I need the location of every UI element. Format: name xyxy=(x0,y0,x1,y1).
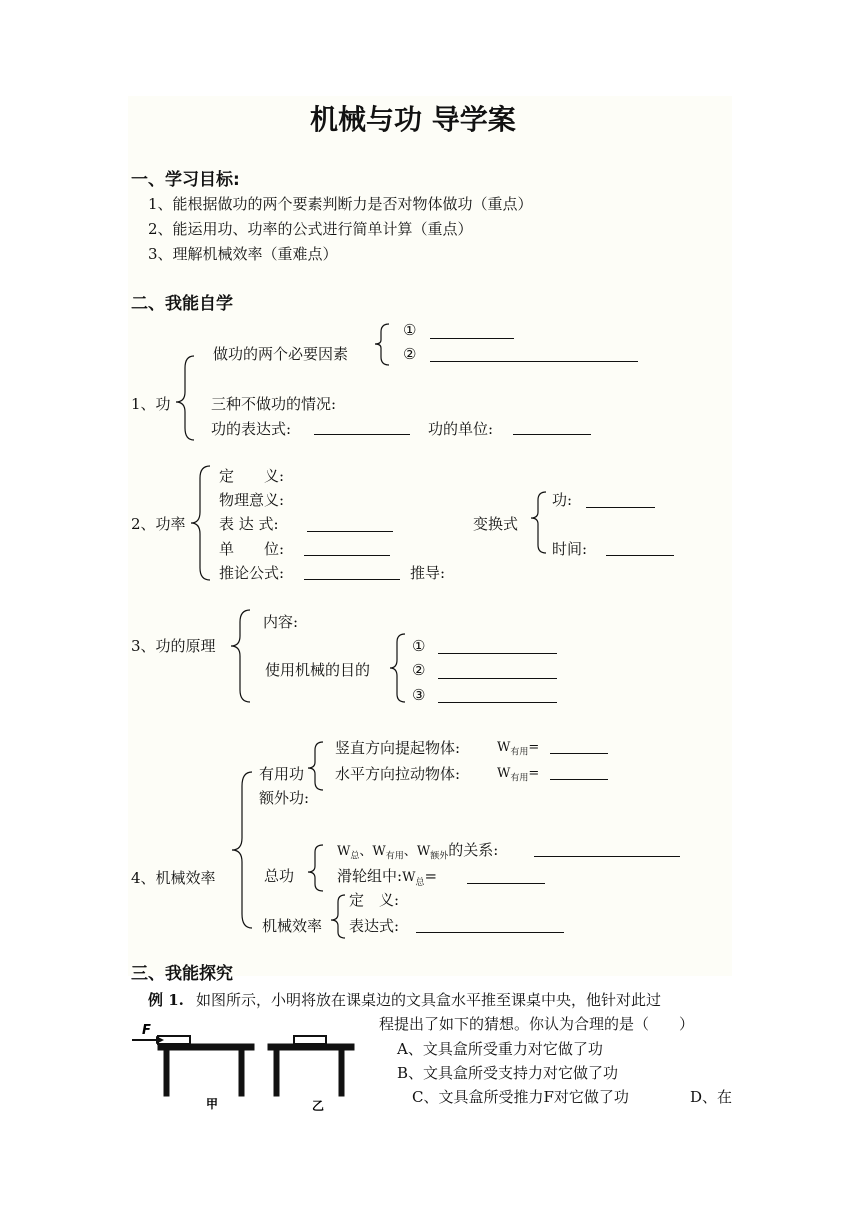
figure-label-right: 乙 xyxy=(312,1099,325,1113)
power-unit-label: 单 位: xyxy=(219,540,285,558)
goal-item: 3、理解机械效率（重难点） xyxy=(148,245,338,263)
section-heading-goals: 一、学习目标: xyxy=(131,170,240,190)
marker: ② xyxy=(412,661,426,679)
work-expression-label: 功的表达式: xyxy=(211,420,292,438)
fill-blank[interactable] xyxy=(550,779,608,780)
fill-blank[interactable] xyxy=(438,678,557,679)
pulley-total-label: 滑轮组中$:W_总=$ xyxy=(337,867,438,888)
power-derived-formula-label: 推论公式: xyxy=(219,564,285,582)
fill-blank[interactable] xyxy=(534,856,680,857)
fill-blank[interactable] xyxy=(586,507,655,508)
vertical-lift-label: 竖直方向提起物体: xyxy=(335,739,461,757)
fill-blank[interactable] xyxy=(430,361,638,362)
fill-blank[interactable] xyxy=(304,555,390,556)
work-factors-label: 做功的两个必要因素 xyxy=(213,345,349,363)
question-text-line2: 程提出了如下的猜想。你认为合理的是（ ） xyxy=(379,1015,695,1033)
marker: ① xyxy=(403,321,417,339)
horizontal-pull-label: 水平方向拉动物体: xyxy=(335,765,461,783)
option-a[interactable]: A、文具盒所受重力对它做了功 xyxy=(397,1040,603,1058)
work-relation-label: $W_总$、$W_{有用}$、$W_{额外}$的关系: xyxy=(337,841,499,862)
fill-blank[interactable] xyxy=(513,434,591,435)
useful-work-label: 有用功 xyxy=(259,765,305,783)
power-meaning-label: 物理意义: xyxy=(219,491,285,509)
no-work-cases-label: 三种不做功的情况: xyxy=(211,395,337,413)
transform-time-label: 时间: xyxy=(552,540,588,558)
goal-item: 2、能运用功、功率的公式进行简单计算（重点） xyxy=(148,220,473,238)
machine-purpose-label: 使用机械的目的 xyxy=(265,661,371,679)
power-label: 2、功率 xyxy=(131,515,186,533)
option-d[interactable]: D、在 xyxy=(690,1088,733,1106)
work-principle-label: 3、功的原理 xyxy=(131,637,216,655)
fill-blank[interactable] xyxy=(314,434,410,435)
fill-blank[interactable] xyxy=(550,753,608,754)
fill-blank[interactable] xyxy=(438,702,557,703)
w-useful-symbol: $W_{有用}=$ xyxy=(497,740,540,758)
efficiency-definition-label: 定 义: xyxy=(349,891,400,909)
marker: ① xyxy=(412,637,426,655)
power-definition-label: 定 义: xyxy=(219,467,285,485)
efficiency-sub-label: 机械效率 xyxy=(262,917,323,935)
option-c[interactable]: C、文具盒所受推力F对它做了功 xyxy=(412,1088,629,1106)
transform-formula-label: 变换式 xyxy=(473,515,519,533)
fill-blank[interactable] xyxy=(438,653,557,654)
document-title: 机械与功 导学案 xyxy=(310,103,516,136)
fill-blank[interactable] xyxy=(606,555,674,556)
section-heading-explore: 三、我能探究 xyxy=(131,964,233,984)
efficiency-label: 4、机械效率 xyxy=(131,869,216,887)
total-work-label: 总功 xyxy=(264,867,295,885)
power-derive-label: 推导: xyxy=(410,564,446,582)
work-unit-label: 功的单位: xyxy=(428,420,494,438)
marker: ③ xyxy=(412,686,426,704)
section-heading-self-study: 二、我能自学 xyxy=(131,294,233,314)
fill-blank[interactable] xyxy=(430,338,514,339)
desk-figure xyxy=(128,1014,368,1124)
figure-label-left: 甲 xyxy=(206,1097,219,1111)
extra-work-label: 额外功: xyxy=(259,789,310,807)
goal-item: 1、能根据做功的两个要素判断力是否对物体做功（重点） xyxy=(148,195,533,213)
work-label: 1、功 xyxy=(131,395,171,413)
principle-content-label: 内容: xyxy=(263,613,299,631)
option-b[interactable]: B、文具盒所受支持力对它做了功 xyxy=(397,1064,619,1082)
fill-blank[interactable] xyxy=(307,531,393,532)
transform-work-label: 功: xyxy=(552,491,573,509)
pencil-box-right xyxy=(294,1036,326,1044)
efficiency-expression-label: 表达式: xyxy=(349,917,400,935)
example-label: 例 1. xyxy=(148,991,184,1009)
power-expression-label: 表 达 式: xyxy=(219,515,279,533)
question-text-line1: 如图所示，小明将放在课桌边的文具盒水平推至课桌中央，他针对此过 xyxy=(196,991,662,1009)
fill-blank[interactable] xyxy=(304,579,400,580)
marker: ② xyxy=(403,345,417,363)
fill-blank[interactable] xyxy=(416,932,564,933)
fill-blank[interactable] xyxy=(467,883,545,884)
force-label: F xyxy=(142,1023,151,1038)
w-useful-symbol: $W_{有用}=$ xyxy=(497,766,540,784)
